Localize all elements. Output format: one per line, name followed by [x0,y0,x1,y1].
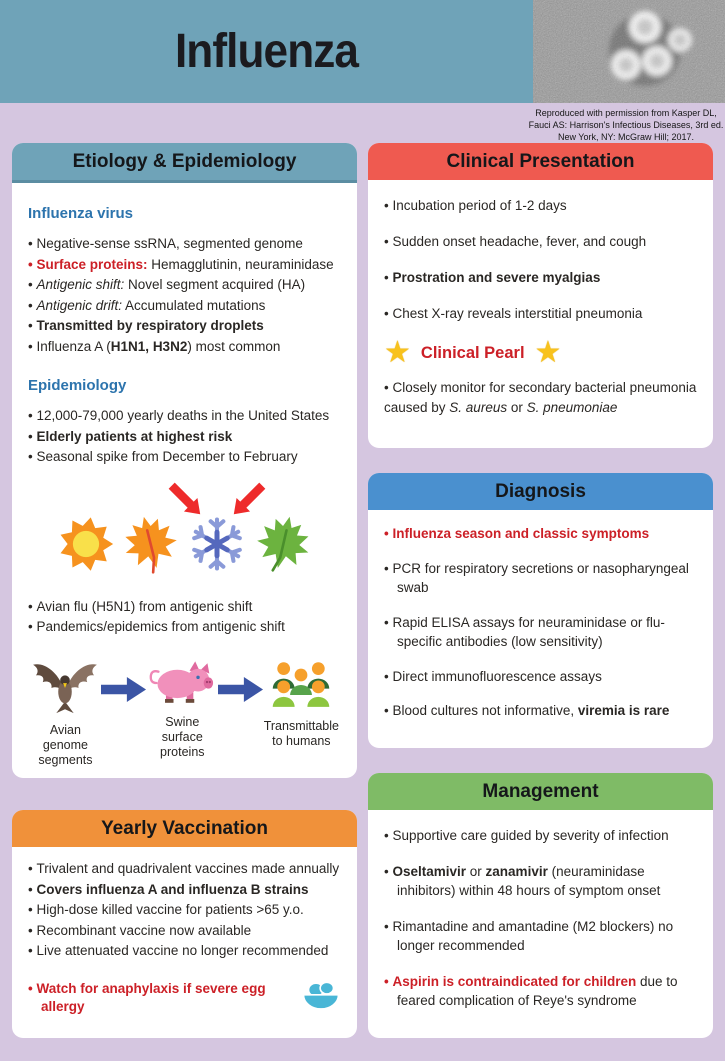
card-diagnosis [368,473,713,748]
red-arrow-icon [166,480,204,521]
epidemiology-list [28,406,341,468]
flow-label: Swine surface proteins [160,714,205,759]
bullet-item: • Negative-sense ssRNA, segmented genome [28,236,303,251]
card-management [368,773,713,1038]
bullet-item: • Prostration and severe myalgias [384,270,601,285]
vaccination-section-header: Yearly Vaccination [12,810,357,847]
bullet-item: • Rapid ELISA assays for neuraminidase or flu-specific antibodies (low sensitivity) [384,614,665,649]
flow-step-swine [147,658,218,760]
clinical-pearl-note [384,378,697,417]
flow-label: Avian genome segments [38,722,93,767]
bullet-item: • Live attenuated vaccine no longer recommended [28,943,329,958]
header-banner [0,0,533,103]
bullet-item: • Elderly patients at highest risk [28,428,233,444]
egg-allergy-warning [28,979,341,1017]
bullet-item: • Oseltamivir or zanamivir (neuraminidase inhibitors) within 48 hours of symptom onset [384,863,661,898]
star-icon: ★ [384,336,411,369]
bullet-item: • Closely monitor for secondary bacterial pneumonia caused by S. aureus or S. pneumoniae [384,380,697,415]
card-yearly-vaccination [12,810,357,1038]
management-list [384,826,697,1011]
bullet-item: • PCR for respiratory secretions or nasopharyngeal swab [384,560,689,595]
card-etiology-epidemiology [12,143,357,778]
snowflake-icon [188,515,246,576]
bullet-item: • Pandemics/epidemics from antigenic shift [28,619,285,634]
diagnosis-list [384,524,697,721]
credit-line: Reproduced with permission from Kasper DL, [535,108,717,118]
bullet-item: • Avian flu (H5N1) from antigenic shift [28,598,253,614]
flow-arrow-icon [218,676,264,706]
bullet-item: • High-dose killed vaccine for patients >65 y.o. [28,902,304,917]
bullet-item: • Influenza season and classic symptoms [384,526,650,541]
antigenic-shift-list [28,597,341,638]
flow-label: Transmittable to humans [263,718,339,748]
clinical-pearl-row [384,336,697,369]
egg-bowl-icon [301,979,341,1017]
flow-step-avian [30,658,101,768]
bullet-item: • Rimantadine and amantadine (M2 blockers) no longer recommended [384,918,674,953]
bullet-item: • Incubation period of 1-2 days [384,198,567,213]
reassortment-flow-diagram [28,658,341,768]
bullet-item: • 12,000-79,000 yearly deaths in the United States [28,408,330,423]
bullet-item: • Seasonal spike from December to February [28,449,298,464]
bullet-item: • Trivalent and quadrivalent vaccines made annually [28,861,340,876]
bullet-item: • Antigenic shift: Novel segment acquired (HA) [28,277,306,292]
snowflake-slot [188,516,246,574]
vaccination-list [28,859,341,962]
sun-icon [58,516,114,575]
etiology-section-header: Etiology & Epidemiology [12,143,357,183]
pig-icon [149,658,215,711]
star-icon: ★ [534,336,562,369]
credit-line: New York, NY: McGraw Hill; 2017. [557,132,695,143]
influenza-virus-subheading: Influenza virus [28,205,134,222]
diagnosis-section-header: Diagnosis [368,473,713,510]
left-column [12,143,357,1038]
bullet-item: • Chest X-ray reveals interstitial pneumonia [384,306,643,321]
etiology-section-body [12,183,357,778]
virus-em-graphic [533,0,725,103]
bullet-item: • Covers influenza A and influenza B strains [28,881,309,897]
bullet-item: • Influenza A (H1N1, H3N2) most common [28,338,281,354]
bullet-item: • Aspirin is contraindicated for children due to feared complication of Reye's syndrome [384,973,678,1008]
bullet-item: • Transmitted by respiratory droplets [28,318,264,333]
page-title: Influenza [174,25,359,78]
clinical-section-header: Clinical Presentation [368,143,713,180]
card-clinical-presentation [368,143,713,448]
right-column [368,143,713,1038]
bullet-item: • Supportive care guided by severity of infection [384,828,669,843]
bullet-item: • Sudden onset headache, fever, and cough [384,234,647,249]
flow-step-humans [264,658,339,749]
eagle-icon [30,658,100,719]
clinical-section-body [368,180,713,427]
warning-text [28,980,293,1016]
influenza-virus-list [28,234,341,357]
diagnosis-section-body [368,510,713,746]
clinical-pearl-label: Clinical Pearl [420,343,525,362]
vaccination-section-body [12,847,357,1027]
bullet-item: • Surface proteins: Hemagglutinin, neuraminidase [28,256,334,272]
bullet-item: • Watch for anaphylaxis if severe egg allergy [28,980,266,1014]
bullet-item: • Direct immunofluorescence assays [384,668,602,684]
bullet-item: • Antigenic drift: Accumulated mutations [28,297,266,313]
management-section-body [368,810,713,1037]
seasons-graphic [28,514,341,577]
flow-arrow-icon [101,676,147,706]
clinical-list [384,196,697,323]
bullet-item: • Blood cultures not informative, viremia is rare [384,703,670,718]
bullet-item: • Recombinant vaccine now available [28,922,252,938]
image-credit [527,107,725,143]
virus-em-image [533,0,725,103]
people-group-icon [270,658,332,715]
epidemiology-subheading: Epidemiology [28,377,127,394]
management-section-header: Management [368,773,713,810]
credit-line: Fauci AS: Harrison's Infectious Diseases, 3rd ed. [528,120,724,131]
